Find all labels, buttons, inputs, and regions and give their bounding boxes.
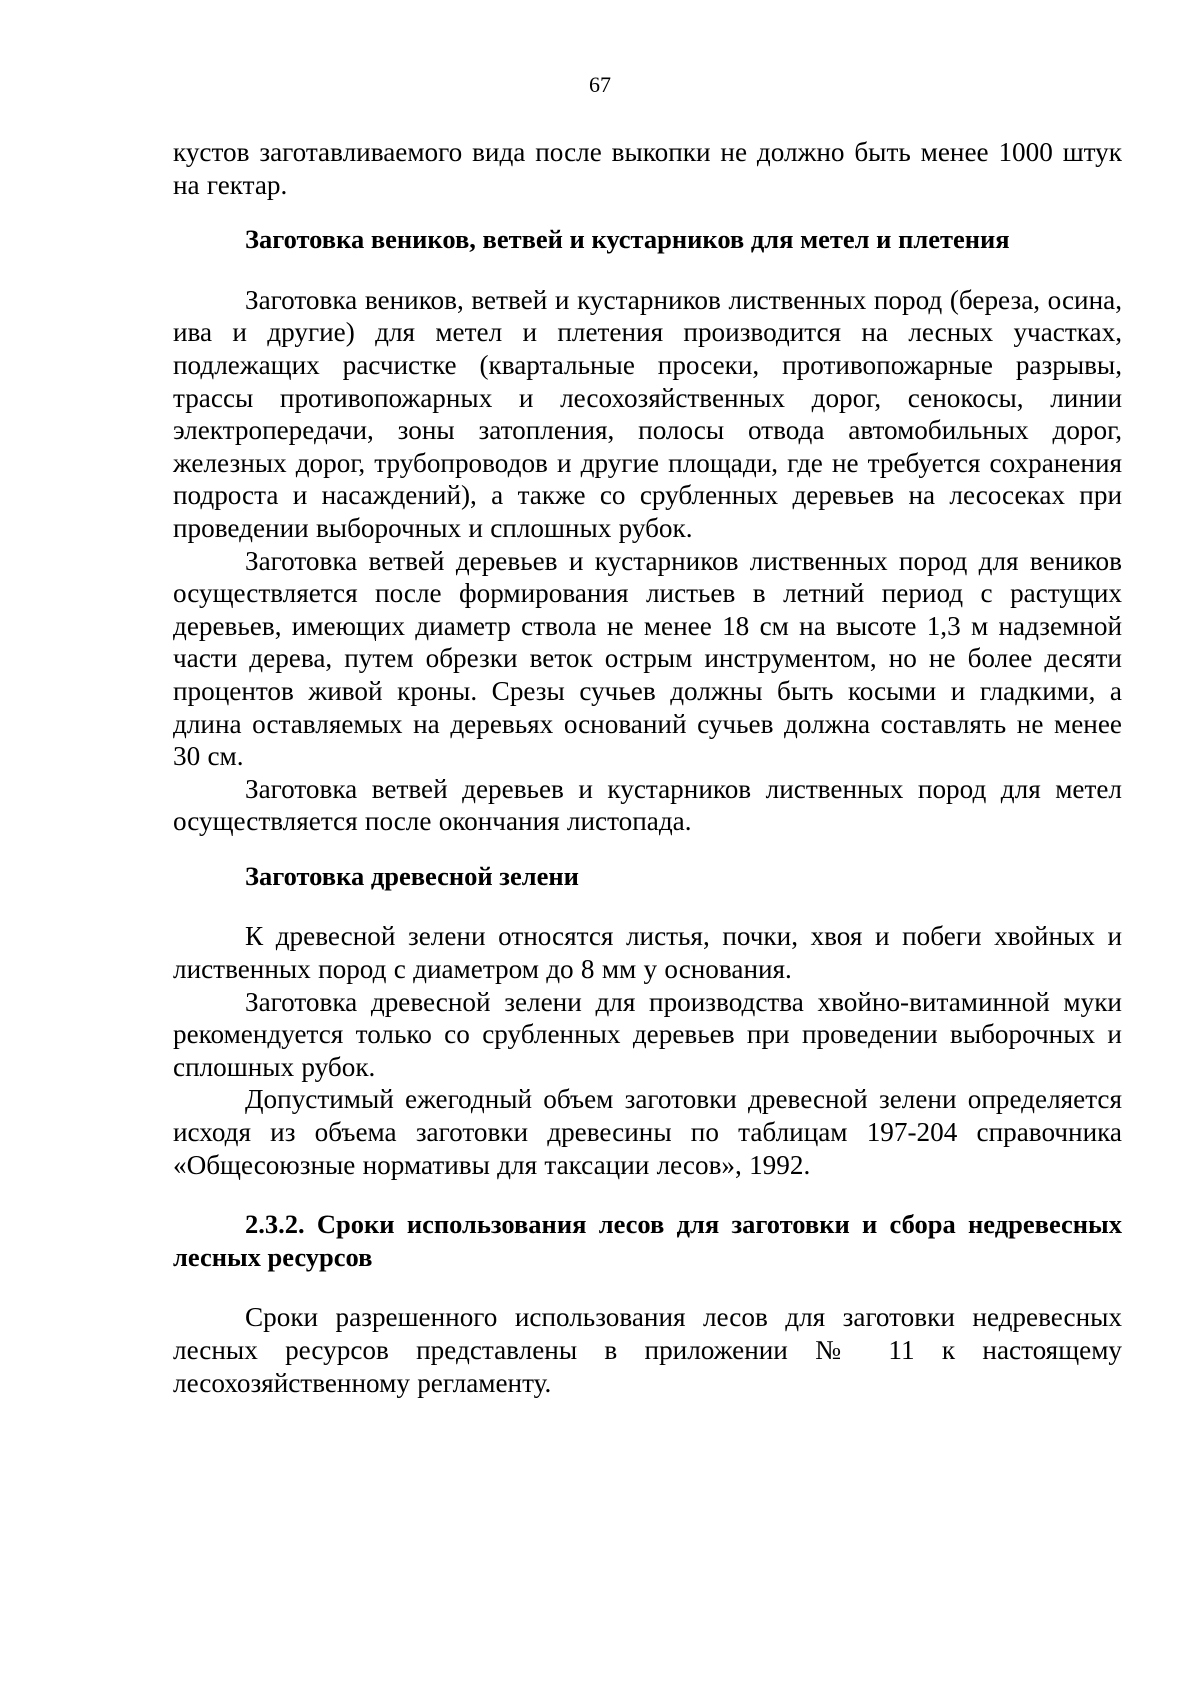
paragraph-greenery-flour: Заготовка древесной зелени для производства хвойно-витаминной муки рекомендуется только со срубленных деревьев при проведении выборочных и сплошных рубок. bbox=[173, 986, 1122, 1082]
section-heading-greenery: Заготовка древесной зелени bbox=[245, 860, 579, 891]
section-heading-2-3-2: 2.3.2. Сроки использования лесов для заготовки и сбора недревесных лесных ресурсов bbox=[173, 1209, 1122, 1272]
paragraph-brooms-autumn: Заготовка ветвей деревьев и кустарников лиственных пород для метел осуществляется после окончания листопада. bbox=[173, 773, 1122, 837]
page-content bbox=[173, 136, 1122, 1399]
paragraph-brooms-places: Заготовка веников, ветвей и кустарников лиственных пород (береза, осина, ива и другие) для метел и плетения производится на лесных участках, подлежащих расчистке (квартальные просеки, противопожарные разрывы, трассы противопожарных и лесохозяйственных дорог, сенокосы, линии электропередачи, зоны затопления, полосы отвода автомобильных дорог, железных дорог, трубопроводов и другие площади, где не требуется сохранения подроста и насаждений), а также со срубленных деревьев на лесосеках при проведении выборочных и сплошных рубок. bbox=[173, 284, 1122, 543]
paragraph-continuation: кустов заготавливаемого вида после выкопки не должно быть менее 1000 штук на гектар. bbox=[173, 137, 1122, 200]
page-number: 67 bbox=[589, 72, 611, 97]
paragraph-greenery-definition: К древесной зелени относятся листья, почки, хвоя и побеги хвойных и лиственных пород с диаметром до 8 мм у основания. bbox=[173, 921, 1122, 985]
paragraph-greenery-volume: Допустимый ежегодный объем заготовки древесной зелени определяется исходя из объема заготовки древесины по таблицам 197-204 справочника «Общесоюзные нормативы для таксации лесов», 1992. bbox=[173, 1084, 1122, 1180]
section-heading-brooms: Заготовка веников, ветвей и кустарников для метел и плетения bbox=[245, 224, 1010, 255]
paragraph-brooms-summer: Заготовка ветвей деревьев и кустарников лиственных пород для веников осуществляется после формирования листьев в летний период с растущих деревьев, имеющих диаметр ствола не менее 18 см на высоте 1,3 м надземной части дерева, путем обрезки веток острым инструментом, но не более десяти процентов живой кроны. Срезы сучьев должны быть косыми и гладкими, а длина оставляемых на деревьях оснований сучьев должна составлять не менее 30 см. bbox=[173, 545, 1122, 772]
paragraph-terms: Сроки разрешенного использования лесов для заготовки недревесных лесных ресурсов представлены в приложении № 11 к настоящему лесохозяйственному регламенту. bbox=[173, 1302, 1122, 1398]
